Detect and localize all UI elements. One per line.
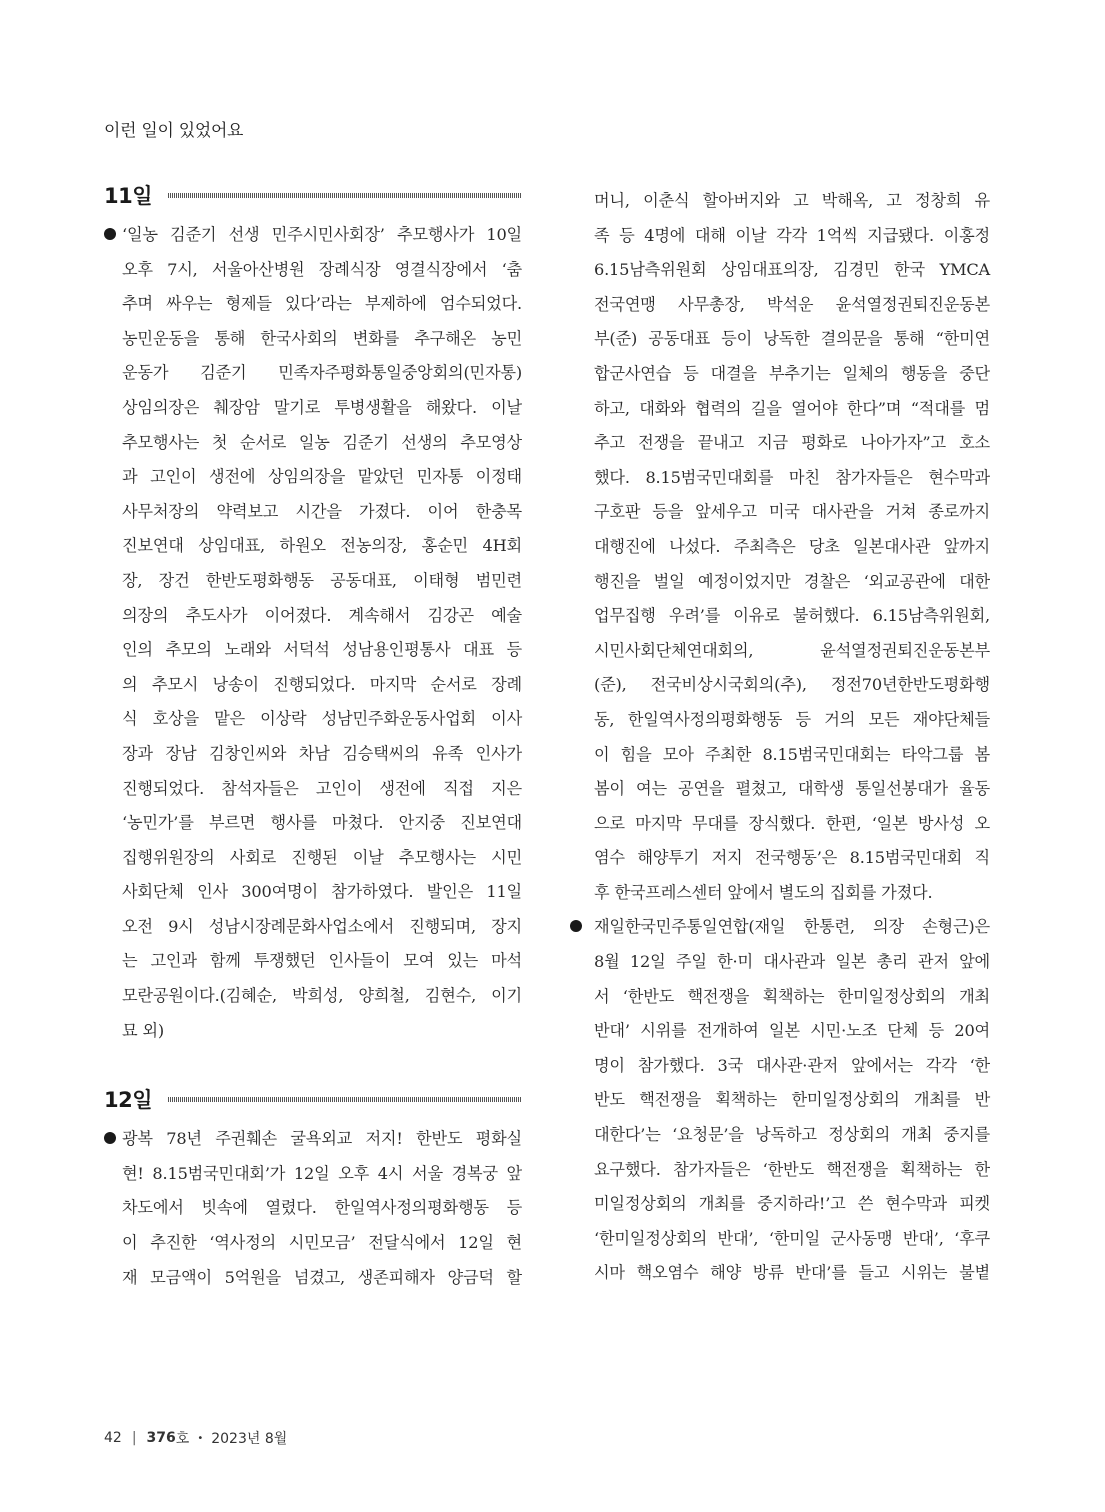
text-line: 대한다’는 ‘요청문’을 낭독하고 정상회의 개최 중지를 (594, 1125, 990, 1145)
text-line: 요구했다. 참가자들은 ‘한반도 핵전쟁을 획책하는 한 (594, 1159, 990, 1179)
text-line: 장, 장건 한반도평화행동 공동대표, 이태형 범민련 (122, 570, 522, 590)
text-line: 사회단체 인사 300여명이 참가하였다. 발인은 11일 (122, 882, 522, 902)
text-line: 추며 싸우는 형제들 있다’라는 부제하에 엄수되었다. (122, 294, 522, 314)
bullet-icon (104, 1132, 116, 1144)
footer-dot: • (197, 1432, 204, 1444)
text-line: 집행위원장의 사회로 진행된 이날 추모행사는 시민 (122, 847, 522, 867)
text-line: 미일정상회의 개최를 중지하라!’고 쓴 현수막과 피켓 (594, 1194, 990, 1214)
text-line: 반도 핵전쟁을 획책하는 한미일정상회의 개최를 반 (594, 1090, 990, 1110)
text-line: 6.15남측위원회 상임대표의장, 김경민 한국 YMCA (594, 260, 990, 280)
text-line: 의장의 추도사가 이어졌다. 계속해서 김강곤 예술 (122, 605, 522, 625)
text-line: 이 추진한 ‘역사정의 시민모금’ 전달식에서 12일 현 (122, 1233, 522, 1253)
text-line: 는 고인과 함께 투쟁했던 인사들이 모여 있는 마석 (122, 951, 522, 971)
day12-item (104, 1122, 522, 1295)
issue-date: 2023년 8월 (211, 1431, 288, 1447)
text-line: 부(준) 공동대표 등이 낭독한 결의문을 통해 “한미연 (594, 329, 990, 349)
text-line: ‘한미일정상회의 반대’, ‘한미일 군사동맹 반대’, ‘후쿠 (594, 1228, 990, 1248)
day11-text (122, 218, 522, 1048)
section-title: 이런 일이 있었어요 (104, 121, 244, 141)
text-line: 업무집행 우려’를 이유로 불허했다. 6.15남측위원회, (594, 606, 990, 626)
text-line: 상임의장은 췌장암 말기로 투병생활을 해왔다. 이날 (122, 397, 522, 417)
text-line: 운동가 김준기 민족자주평화통일중앙회의(민자통) (122, 363, 522, 383)
text-line: ‘일농 김준기 선생 민주시민사회장’ 추모행사가 10일 (122, 225, 522, 244)
text-line: 대행진에 나섰다. 주최측은 당초 일본대사관 앞까지 (594, 536, 990, 556)
text-line: 봄이 여는 공연을 펼쳤고, 대학생 통일선봉대가 율동 (594, 779, 990, 799)
text-line: 재 모금액이 5억원을 넘겼고, 생존피해자 양금덕 할 (122, 1267, 522, 1287)
text-line: ‘농민가’를 부르면 행사를 마쳤다. 안지중 진보연대 (122, 813, 522, 833)
text-line: 후 한국프레스센터 앞에서 별도의 집회를 가졌다. (594, 882, 933, 902)
bullet-icon (570, 920, 582, 932)
day11-item (104, 218, 522, 1048)
bullet-icon (104, 228, 116, 240)
left-column (104, 178, 522, 1295)
text-line: 시민사회단체연대회의, 윤석열정권퇴진운동본부 (594, 640, 990, 660)
text-line: 동, 한일역사정의평화행동 등 거의 모든 재야단체들 (594, 709, 990, 729)
text-line: 추고 전쟁을 끝내고 지금 평화로 나아가자”고 호소 (594, 433, 990, 453)
text-line: 으로 마지막 무대를 장식했다. 한편, ‘일본 방사성 오 (594, 813, 990, 833)
text-line: 8월 12일 주일 한·미 대사관과 일본 총리 관저 앞에 (594, 952, 990, 972)
overseas-protest-text (594, 910, 990, 1291)
footer-separator: | (131, 1430, 137, 1446)
text-line: 명이 참가했다. 3국 대사관·관저 앞에서는 각각 ‘한 (594, 1055, 990, 1075)
text-line: 사무처장의 약력보고 시간을 가졌다. 이어 한충목 (122, 501, 522, 521)
right-column (570, 184, 990, 1291)
text-line: 염수 해양투기 저지 전국행동’은 8.15범국민대회 직 (594, 848, 990, 868)
day12-text (122, 1122, 522, 1295)
text-line: 묘 외) (122, 1020, 164, 1040)
heading-rule (168, 193, 522, 198)
text-line: 했다. 8.15범국민대회를 마친 참가자들은 현수막과 (594, 467, 990, 487)
text-line: 광복 78년 주권훼손 굴욕외교 저지! 한반도 평화실 (122, 1129, 522, 1149)
text-line: (준), 전국비상시국회의(추), 정전70년한반도평화행 (594, 675, 990, 695)
text-line: 시마 핵오염수 해양 방류 반대’를 들고 시위는 불볕 (594, 1263, 990, 1283)
issue-suffix: 호 (175, 1431, 190, 1447)
text-line: 하고, 대화와 협력의 길을 열어야 한다”며 “적대를 멈 (594, 398, 990, 418)
text-line: 장과 장남 김창인씨와 차남 김승택씨의 유족 인사가 (122, 743, 522, 763)
text-line: 모란공원이다.(김혜순, 박희성, 양희철, 김현수, 이기 (122, 986, 522, 1006)
text-line: 오전 9시 성남시장례문화사업소에서 진행되며, 장지 (122, 916, 522, 936)
text-line: 진보연대 상임대표, 하원오 전농의장, 홍순민 4H회 (122, 536, 522, 556)
text-line: 재일한국민주통일연합(재일 한통련, 의장 손형근)은 (594, 917, 990, 937)
day12-title: 12일 (104, 1088, 153, 1113)
text-line: 족 등 4명에 대해 이날 각각 1억씩 지급됐다. 이홍정 (594, 225, 990, 245)
text-line: 진행되었다. 참석자들은 고인이 생전에 직접 지은 (122, 778, 522, 798)
text-line: 전국연맹 사무총장, 박석운 윤석열정권퇴진운동본 (594, 294, 990, 314)
overseas-protest-item (570, 910, 990, 1291)
text-line: 서 ‘한반도 핵전쟁을 획책하는 한미일정상회의 개최 (594, 986, 990, 1006)
page-number: 42 (104, 1430, 122, 1446)
issue-number: 376 (146, 1430, 176, 1446)
text-line: 오후 7시, 서울아산병원 장례식장 영결식장에서 ‘춤 (122, 259, 522, 279)
text-line: 이 힘을 모아 주최한 8.15범국민대회는 타악그룹 봄 (594, 744, 990, 764)
heading-rule (168, 1097, 522, 1102)
page-footer (104, 1428, 287, 1448)
text-line: 구호판 등을 앞세우고 미국 대사관을 거쳐 종로까지 (594, 502, 990, 522)
text-line: 현! 8.15범국민대회’가 12일 오후 4시 서울 경복궁 앞 (122, 1163, 522, 1183)
day11-heading (104, 178, 522, 212)
text-line: 농민운동을 통해 한국사회의 변화를 추구해온 농민 (122, 328, 522, 348)
text-line: 합군사연습 등 대결을 부추기는 일체의 행동을 중단 (594, 363, 990, 383)
day11-title: 11일 (104, 184, 153, 208)
text-line: 인의 추모의 노래와 서덕석 성남용인평통사 대표 등 (122, 640, 522, 660)
continued-text (594, 184, 990, 910)
text-line: 행진을 벌일 예정이었지만 경찰은 ‘외교공관에 대한 (594, 571, 990, 591)
text-line: 의 추모시 낭송이 진행되었다. 마지막 순서로 장례 (122, 674, 522, 694)
day12-heading (104, 1082, 522, 1116)
text-line: 차도에서 빗속에 열렸다. 한일역사정의평화행동 등 (122, 1198, 522, 1218)
text-line: 과 고인이 생전에 상임의장을 맡았던 민자통 이정태 (122, 467, 522, 487)
text-line: 식 호상을 맡은 이상락 성남민주화운동사업회 이사 (122, 709, 522, 729)
text-line: 추모행사는 첫 순서로 일농 김준기 선생의 추모영상 (122, 432, 522, 452)
text-line: 머니, 이춘식 할아버지와 고 박해옥, 고 정창희 유 (594, 191, 990, 210)
text-line: 반대’ 시위를 전개하여 일본 시민·노조 단체 등 20여 (594, 1021, 990, 1041)
